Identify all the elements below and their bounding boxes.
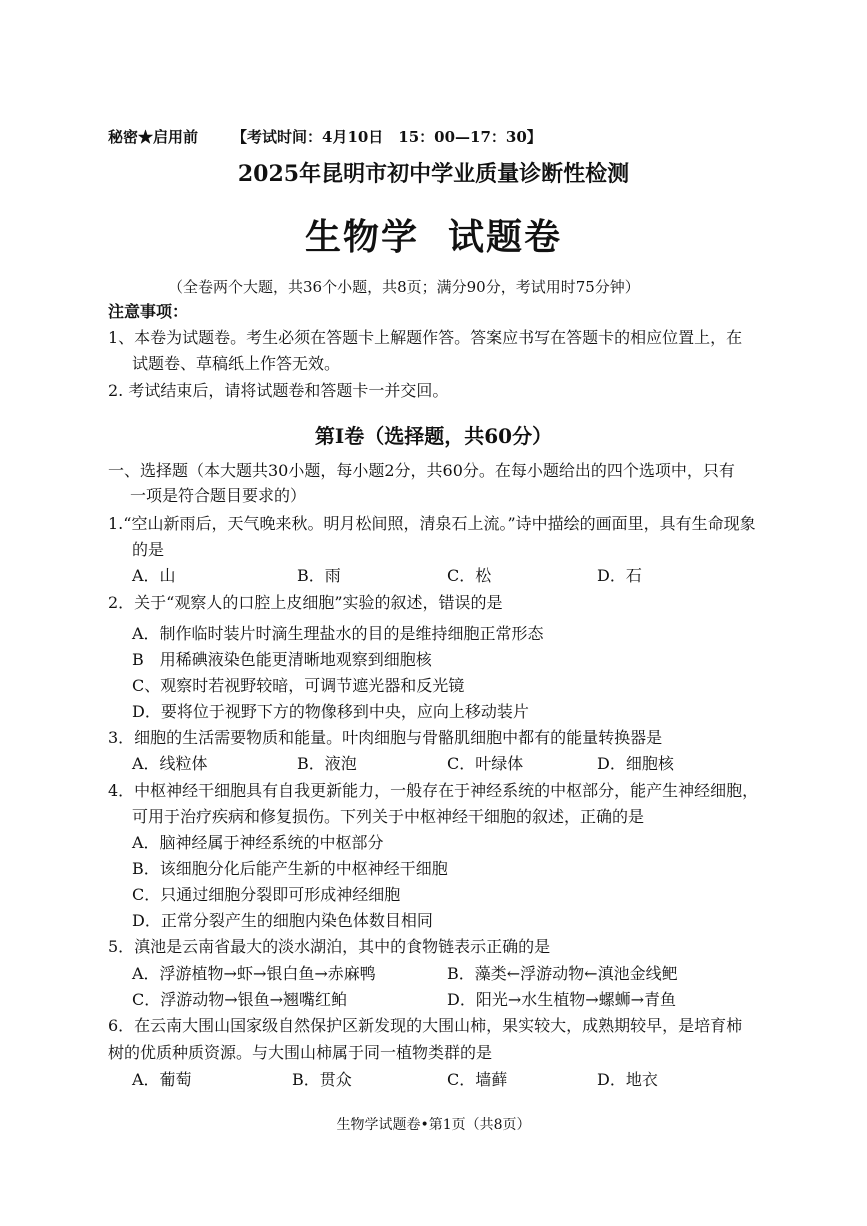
question-stem-cont: 树的优质种质资源。与大围山柿属于同一植物类群的是 xyxy=(108,1043,493,1062)
option-b: B．贯众 xyxy=(292,1070,352,1089)
option-b: B．雨 xyxy=(297,566,341,585)
note-item-2: 2. 考试结束后，请将试题卷和答题卡一并交回。 xyxy=(108,381,449,400)
option-c: C．只通过细胞分裂即可形成神经细胞 xyxy=(132,885,401,904)
option-a: A．山 xyxy=(132,566,176,585)
question-stem: 4．中枢神经干细胞具有自我更新能力，一般存在于神经系统的中枢部分，能产生神经细胞， xyxy=(108,781,759,800)
exam-info: （全卷两个大题，共36个小题，共8页；满分90分，考试用时75分钟） xyxy=(168,278,640,296)
note-item-1: 1、本卷为试题卷。考生必须在答题卡上解题作答。答案应书写在答题卡的相应位置上，在 xyxy=(108,328,743,347)
option-c: C．叶绿体 xyxy=(447,754,524,773)
option-d: D．细胞核 xyxy=(597,754,674,773)
note-item-1-cont: 试题卷、草稿纸上作答无效。 xyxy=(132,354,341,373)
section-title: 第Ⅰ卷（选择题，共60分） xyxy=(314,424,553,448)
option-b: B．藻类←浮游动物←滇池金线鲃 xyxy=(447,964,678,983)
question-stem: 3．细胞的生活需要物质和能量。叶肉细胞与骨骼肌细胞中都有的能量转换器是 xyxy=(108,728,663,747)
option-d: D．石 xyxy=(597,566,642,585)
option-d: D．阳光→水生植物→螺蛳→青鱼 xyxy=(447,990,677,1009)
option-a: A．葡萄 xyxy=(132,1070,192,1089)
part-instructions-cont: 一项是符合题目要求的） xyxy=(130,486,307,505)
option-a: A．脑神经属于神经系统的中枢部分 xyxy=(132,833,384,852)
option-d: D．地衣 xyxy=(597,1070,658,1089)
page-footer: 生物学试题卷•第1页（共8页） xyxy=(336,1117,531,1133)
option-d: D．正常分裂产生的细胞内染色体数目相同 xyxy=(132,911,433,930)
option-b: B 用稀碘液染色能更清晰地观察到细胞核 xyxy=(132,650,432,669)
confidential-label: 秘密★启用前 xyxy=(108,128,199,146)
question-stem: 2．关于“观察人的口腔上皮细胞”实验的叙述，错误的是 xyxy=(108,593,503,612)
option-a: A．浮游植物→虾→银白鱼→赤麻鸭 xyxy=(132,964,376,983)
question-stem: 5．滇池是云南省最大的淡水湖泊，其中的食物链表示正确的是 xyxy=(108,937,551,956)
question-stem-cont: 可用于治疗疾病和修复损伤。下列关于中枢神经干细胞的叙述，正确的是 xyxy=(132,807,645,826)
option-d: D．要将位于视野下方的物像移到中央，应向上移动装片 xyxy=(132,702,529,721)
option-c: C、观察时若视野较暗，可调节遮光器和反光镜 xyxy=(132,676,465,695)
part-instructions: 一、选择题（本大题共30小题，每小题2分，共60分。在每小题给出的四个选项中，只有 xyxy=(108,461,735,480)
option-c: C．松 xyxy=(447,566,492,585)
question-stem: 6．在云南大围山国家级自然保护区新发现的大围山柿，果实较大，成熟期较早，是培育柿 xyxy=(108,1016,743,1035)
exam-time: 【考试时间：4月10日 15：00—17：30】 xyxy=(232,128,542,146)
option-b: B．该细胞分化后能产生新的中枢神经干细胞 xyxy=(132,859,448,878)
notes-heading: 注意事项： xyxy=(108,302,189,321)
exam-title: 2025年昆明市初中学业质量诊断性检测 xyxy=(237,161,630,187)
subject-title: 生物学 试题卷 xyxy=(304,216,563,258)
option-c: C．墙藓 xyxy=(447,1070,508,1089)
question-stem-cont: 的是 xyxy=(132,540,165,559)
option-c: C．浮游动物→银鱼→翘嘴红鲌 xyxy=(132,990,348,1009)
question-stem: 1.“空山新雨后，天气晚来秋。明月松间照，清泉石上流。”诗中描绘的画面里，具有生命现象 xyxy=(108,514,756,533)
option-a: A．线粒体 xyxy=(132,754,208,773)
option-a: A．制作临时装片时滴生理盐水的目的是维持细胞正常形态 xyxy=(132,624,544,643)
option-b: B．液泡 xyxy=(297,754,357,773)
